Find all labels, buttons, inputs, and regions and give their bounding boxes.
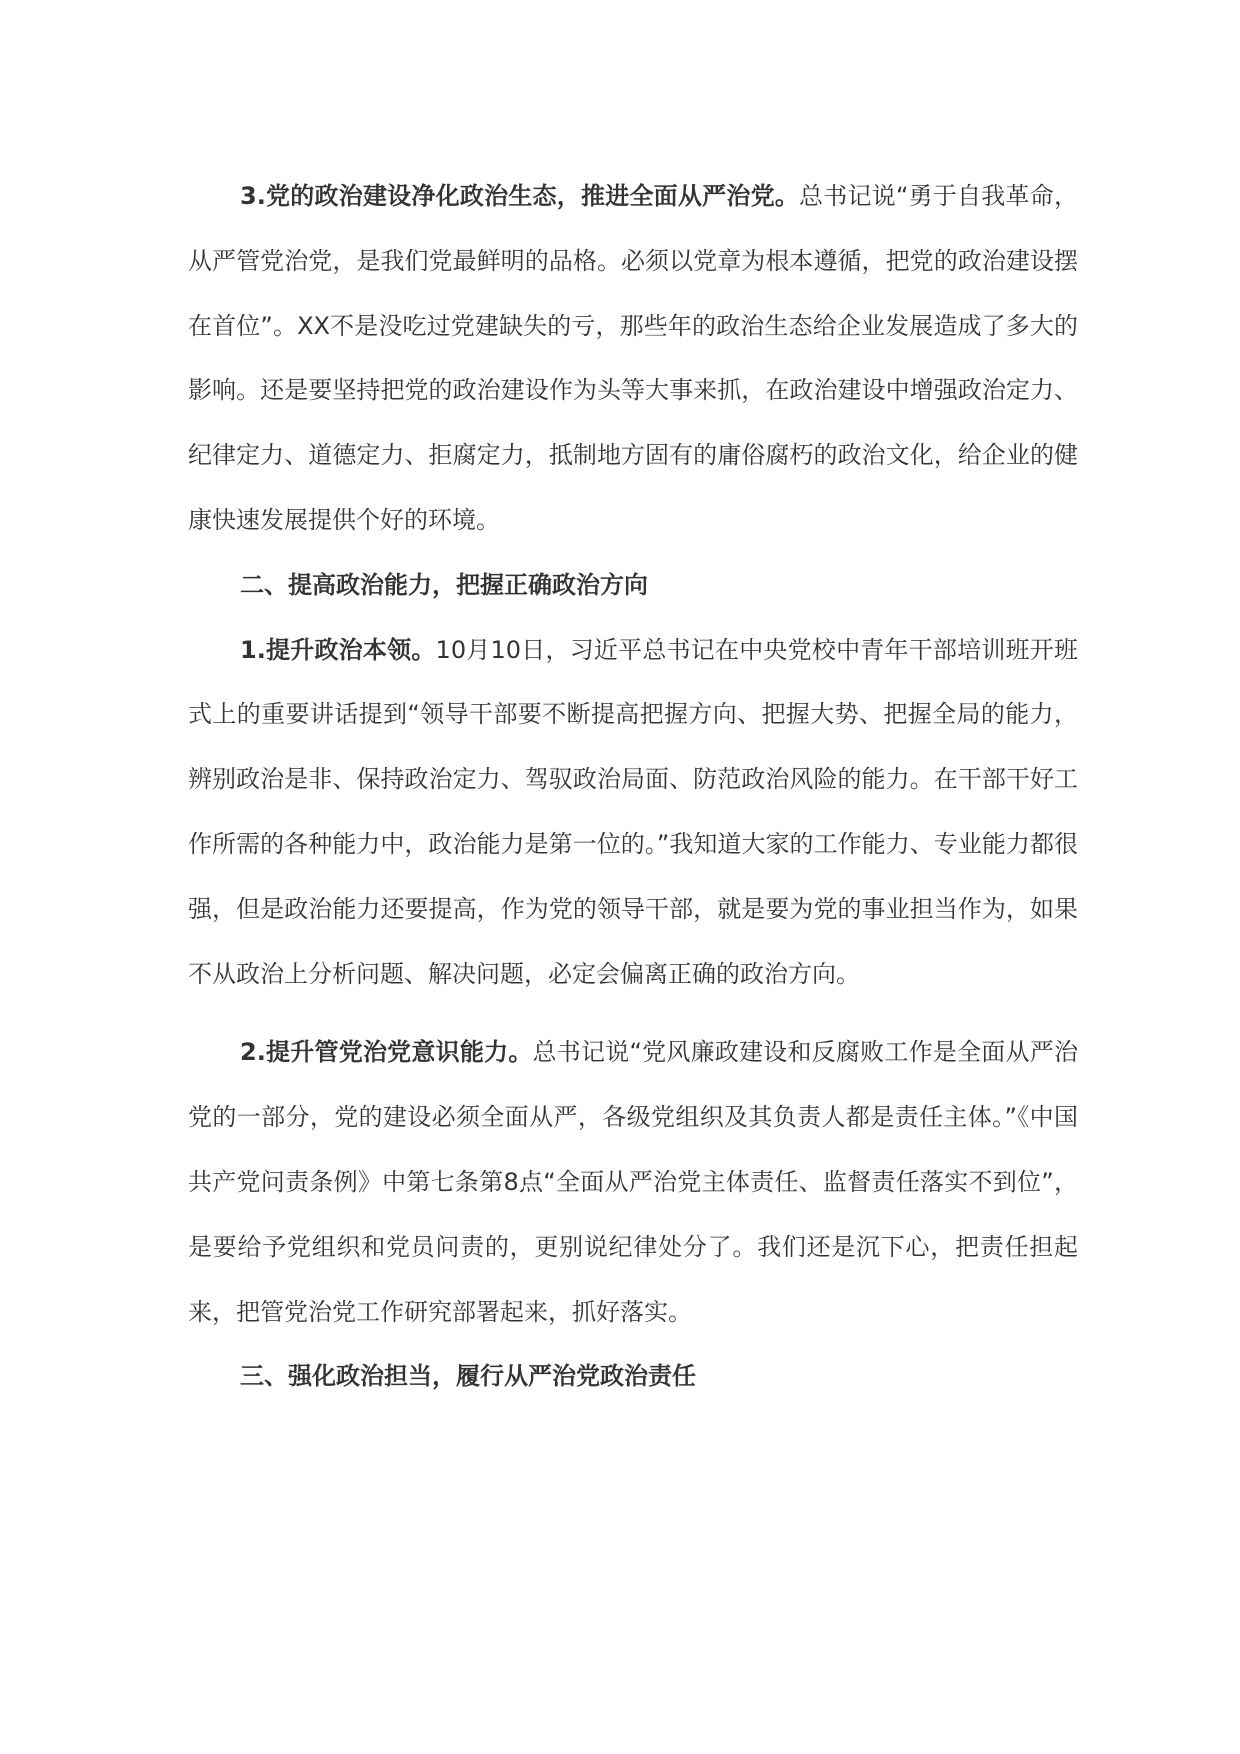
paragraph-body-text: 10月10日，习近平总书记在中央党校中青年干部培训班开班式上的重要讲话提到“领导干部要不断提高把握方向、把握大势、把握全局的能力，辨别政治是非、保持政治定力、驾驭政治局面、防范政治风险的能力。在干部干好工作所需的各种能力中，政治能力是第一位的。”我知道大家的工作能力、专业能力都很强，但是政治能力还要提高，作为党的领导干部，就是要为党的事业担当作为，如果不从政治上分析问题、解决问题，必定会偏离正确的政治方向。: [188, 635, 1078, 988]
section-heading-political-responsibility: 三、强化政治担当，履行从严治党政治责任: [240, 1362, 696, 1391]
section-heading-political-ability: 二、提高政治能力，把握正确政治方向: [240, 570, 648, 599]
paragraph-body-text: 总书记说“党风廉政建设和反腐败工作是全面从严治党的一部分，党的建设必须全面从严，各级党组织及其负责人都是责任主体。”《中国共产党问责条例》中第七条第8点“全面从严治党主体责任、监督责任落实不到位”，是要给予党组织和党员问责的，更别说纪律处分了。我们还是沉下心，把责任担起来，把管党治党工作研究部署起来，抓好落实。: [188, 1038, 1078, 1326]
document-body: [188, 164, 1078, 1409]
paragraph-lead-heading: 3.党的政治建设净化政治生态，推进全面从严治党。: [240, 182, 800, 210]
paragraph-party-political-building: [188, 164, 1078, 553]
paragraph-lead-heading: 2.提升管党治党意识能力。: [240, 1038, 533, 1067]
paragraph-lead-heading: 1.提升政治本领。: [240, 635, 436, 664]
paragraph-spacer: [188, 1006, 1078, 1020]
paragraph-political-skill: [188, 618, 1078, 1007]
paragraph-body-text: 总书记说“勇于自我革命，从严管党治党，是我们党最鲜明的品格。必须以党章为根本遵循，把党的政治建设摆在首位”。XX不是没吃过党建缺失的亏，那些年的政治生态给企业发展造成了多大的影响。还是要坚持把党的政治建设作为头等大事来抓，在政治建设中增强政治定力、纪律定力、道德定力、拒腐定力，抵制地方固有的庸俗腐朽的政治文化，给企业的健康快速发展提供个好的环境。: [188, 182, 1078, 534]
paragraph-party-management-awareness: [188, 1020, 1078, 1344]
